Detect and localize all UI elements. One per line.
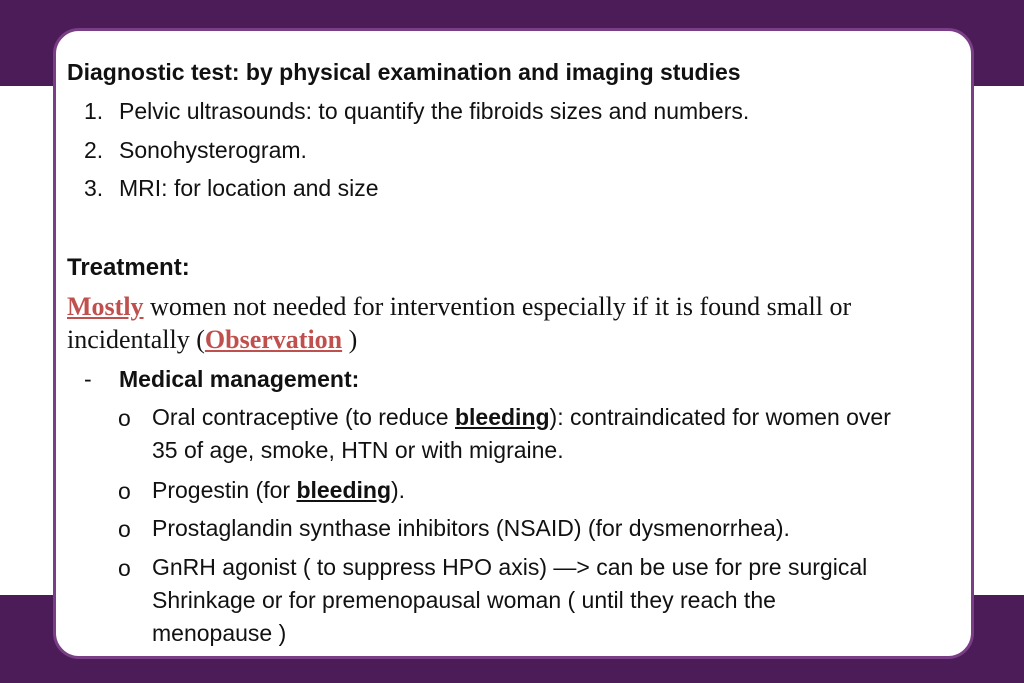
circle-bullet: o — [118, 516, 131, 542]
diagnostic-heading: Diagnostic test: by physical examination and imaging studies — [67, 59, 741, 85]
list-number: 1. — [84, 98, 104, 124]
medical-management-heading: Medical management: — [119, 366, 360, 392]
treatment-intro-line1 — [67, 292, 851, 322]
list-item: MRI: for location and size — [119, 175, 379, 201]
bullet-text-part: Oral contraceptive (to reduce — [152, 404, 455, 430]
bullet-text — [152, 477, 405, 504]
bullet-text-part: ). — [391, 477, 406, 503]
bullet-text: Shrinkage or for premenopausal woman ( until they reach the — [152, 587, 776, 613]
bleeding-emphasis: bleeding — [296, 477, 392, 503]
bullet-text-part: Progestin (for — [152, 477, 297, 503]
circle-bullet: o — [118, 405, 131, 431]
observation-highlight: Observation — [204, 325, 343, 354]
bullet-text: menopause ) — [152, 620, 287, 646]
treatment-heading: Treatment: — [67, 254, 190, 281]
bullet-text-part: ): contraindicated for women over — [549, 404, 891, 430]
bullet-text: Prostaglandin synthase inhibitors (NSAID) (for dysmenorrhea). — [152, 515, 790, 541]
circle-bullet: o — [118, 478, 131, 504]
bullet-text: 35 of age, smoke, HTN or with migraine. — [152, 437, 564, 463]
list-item: Sonohysterogram. — [119, 137, 307, 163]
intro-text: incidentally ( — [67, 325, 205, 354]
bullet-text: GnRH agonist ( to suppress HPO axis) —> can be use for pre surgical — [152, 554, 868, 580]
intro-text: women not needed for intervention especially if it is found small or — [143, 292, 852, 321]
dash-bullet: - — [84, 366, 92, 392]
mostly-highlight: Mostly — [67, 292, 144, 321]
circle-bullet: o — [118, 555, 131, 581]
intro-text: ) — [342, 325, 358, 354]
list-number: 3. — [84, 175, 104, 201]
list-number: 2. — [84, 137, 104, 163]
treatment-intro-line2 — [67, 325, 357, 355]
bleeding-emphasis: bleeding — [454, 404, 550, 430]
list-item: Pelvic ultrasounds: to quantify the fibroids sizes and numbers. — [119, 98, 750, 124]
bullet-text — [152, 404, 891, 431]
